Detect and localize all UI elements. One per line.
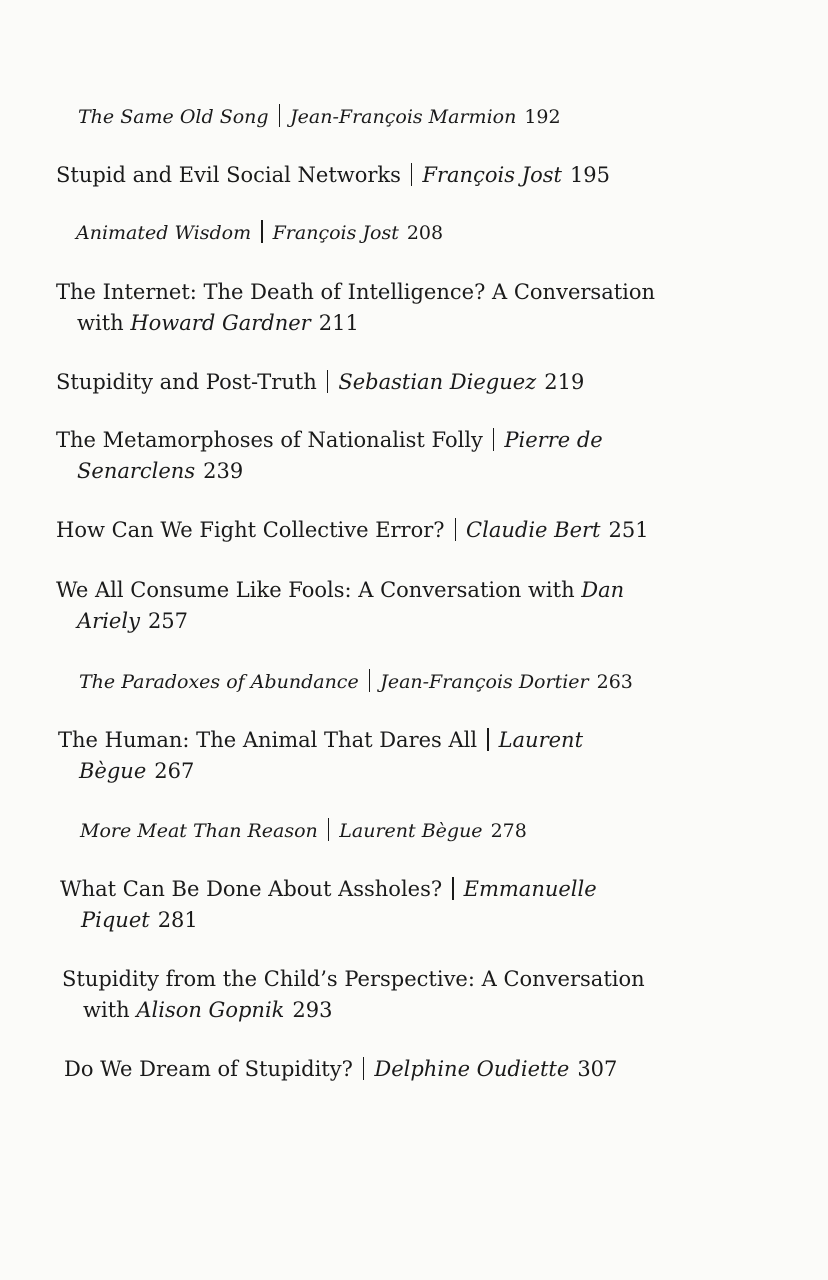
toc-entry	[76, 218, 443, 249]
toc-entry	[60, 874, 597, 936]
entry-page-number: 263	[596, 671, 633, 693]
entry-title: Stupidity and Post-Truth	[56, 370, 317, 394]
entry-author-continued: Ariely	[77, 609, 140, 633]
entry-title: Stupidity from the Child’s Perspective: A Conversation	[62, 967, 645, 991]
entry-page-number: 208	[406, 222, 444, 244]
entry-author-continued: Piquet	[81, 908, 150, 932]
entry-page-number: 195	[569, 163, 611, 187]
entry-title: The Same Old Song	[78, 106, 269, 128]
entry-title: Animated Wisdom	[76, 222, 252, 244]
entry-page-number: 281	[157, 908, 198, 932]
entry-author: Jean-François Dortier	[380, 671, 589, 693]
entry-author: François Jost	[422, 163, 562, 187]
separator	[279, 104, 281, 127]
toc-entry	[79, 667, 633, 698]
entry-page-number: 192	[524, 106, 561, 128]
entry-page-number: 211	[318, 311, 359, 335]
toc-entry	[64, 1054, 617, 1085]
entry-author: Dan	[581, 578, 625, 602]
entry-title: What Can Be Done About Assholes?	[60, 877, 443, 901]
entry-page-number: 251	[608, 518, 649, 542]
separator	[327, 370, 329, 393]
entry-title: How Can We Fight Collective Error?	[56, 518, 445, 542]
entry-author: Delphine Oudiette	[374, 1057, 570, 1081]
entry-author: Laurent Bègue	[339, 820, 483, 842]
toc-entry	[56, 160, 610, 191]
entry-author: Pierre de	[504, 428, 603, 452]
entry-title: Stupid and Evil Social Networks	[56, 163, 401, 187]
separator	[369, 669, 371, 692]
entry-title: The Paradoxes of Abundance	[79, 671, 359, 693]
entry-author-continued: Bègue	[79, 759, 147, 783]
entry-author: Jean-François Marmion	[290, 106, 517, 128]
entry-author: Claudie Bert	[466, 518, 601, 542]
toc-entry	[56, 277, 655, 339]
separator	[487, 728, 489, 751]
entry-title: Do We Dream of Stupidity?	[64, 1057, 353, 1081]
toc-entry	[56, 575, 624, 637]
entry-title: The Human: The Animal That Dares All	[58, 728, 478, 752]
entry-author-continued: Senarclens	[77, 459, 196, 483]
separator	[411, 163, 413, 186]
entry-page-number: 307	[577, 1057, 618, 1081]
separator	[452, 877, 454, 900]
toc-entry	[58, 725, 583, 787]
toc-entry	[80, 816, 527, 847]
entry-author: Howard Gardner	[130, 311, 311, 335]
toc-entry	[62, 964, 645, 1026]
entry-with: with	[83, 998, 130, 1022]
entry-author: Emmanuelle	[463, 877, 597, 901]
toc-entry	[56, 367, 584, 398]
separator	[363, 1057, 365, 1080]
separator	[261, 220, 263, 243]
entry-page-number: 278	[490, 820, 527, 842]
entry-page-number: 293	[292, 998, 333, 1022]
separator	[455, 518, 457, 541]
entry-page-number: 257	[147, 609, 189, 633]
entry-page-number: 267	[154, 759, 195, 783]
separator	[328, 818, 330, 841]
entry-page-number: 219	[544, 370, 585, 394]
separator	[493, 428, 495, 451]
toc-entry	[56, 425, 603, 487]
toc-entry	[56, 515, 649, 546]
entry-title: The Metamorphoses of Nationalist Folly	[56, 428, 483, 452]
entry-author: François Jost	[272, 222, 399, 244]
entry-title: The Internet: The Death of Intelligence? A Conversation	[56, 280, 656, 304]
entry-title: We All Consume Like Fools: A Conversation with	[56, 578, 575, 602]
toc-entry	[78, 102, 561, 133]
entry-author: Alison Gopnik	[136, 998, 285, 1022]
entry-author: Laurent	[498, 728, 584, 752]
entry-author: Sebastian Dieguez	[338, 370, 537, 394]
entry-with: with	[77, 311, 124, 335]
entry-page-number: 239	[203, 459, 244, 483]
entry-title: More Meat Than Reason	[80, 820, 318, 842]
